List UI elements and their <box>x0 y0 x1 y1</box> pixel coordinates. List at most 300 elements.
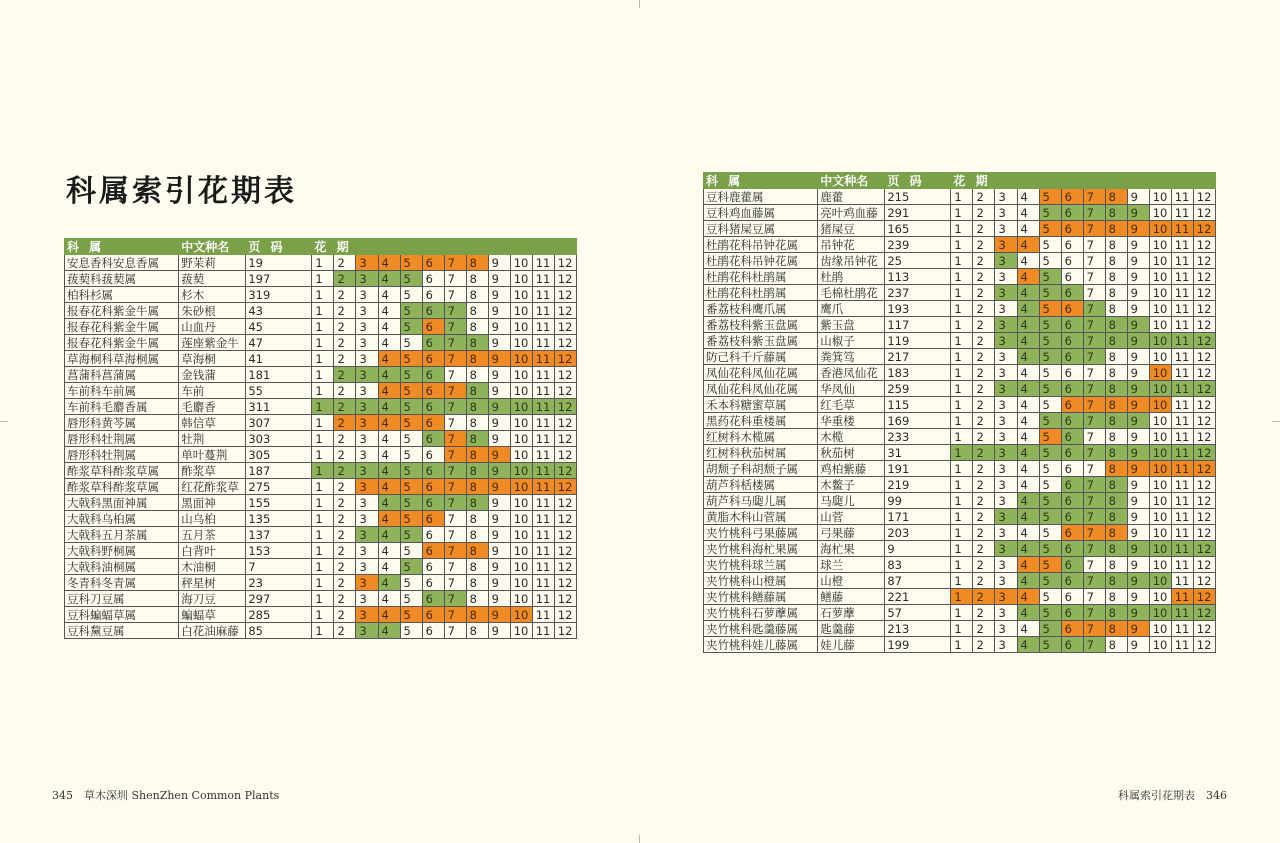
month-cell: 9 <box>488 319 510 335</box>
month-cell: 9 <box>488 255 510 271</box>
species-name-cell: 木鳖子 <box>818 477 885 493</box>
page-number-cell: 291 <box>885 205 951 221</box>
table-body-right <box>704 189 1216 653</box>
month-cell: 3 <box>356 463 378 479</box>
month-cell: 2 <box>334 623 356 639</box>
month-cell: 5 <box>1039 317 1061 333</box>
month-cell: 3 <box>995 573 1017 589</box>
month-cell: 10 <box>510 543 532 559</box>
month-cell: 5 <box>1039 189 1061 205</box>
month-cell: 2 <box>334 527 356 543</box>
month-cell: 11 <box>1171 285 1193 301</box>
month-cell: 3 <box>356 319 378 335</box>
month-cell: 5 <box>400 383 422 399</box>
month-cell: 1 <box>312 575 334 591</box>
month-cell: 8 <box>1105 333 1127 349</box>
month-cell: 11 <box>532 511 554 527</box>
month-cell: 7 <box>1083 605 1105 621</box>
table-row <box>65 399 577 415</box>
month-cell: 6 <box>422 591 444 607</box>
species-name-cell: 毛棉杜鹃花 <box>818 285 885 301</box>
page-number-cell: 137 <box>246 527 312 543</box>
header-family: 科 属 <box>704 173 818 189</box>
month-cell: 8 <box>466 351 488 367</box>
month-cell: 7 <box>1083 269 1105 285</box>
month-cell: 9 <box>488 415 510 431</box>
table-row <box>704 285 1216 301</box>
month-cell: 4 <box>1017 365 1039 381</box>
table-row <box>704 589 1216 605</box>
crop-mark <box>639 835 640 843</box>
month-cell: 12 <box>554 367 576 383</box>
family-cell: 冬青科冬青属 <box>65 575 179 591</box>
month-cell: 5 <box>1039 445 1061 461</box>
month-cell: 5 <box>400 543 422 559</box>
month-cell: 1 <box>951 605 973 621</box>
month-cell: 10 <box>510 431 532 447</box>
month-cell: 6 <box>422 335 444 351</box>
month-cell: 3 <box>356 447 378 463</box>
month-cell: 8 <box>466 511 488 527</box>
family-cell: 夹竹桃科海杧果属 <box>704 541 818 557</box>
month-cell: 11 <box>532 623 554 639</box>
species-name-cell: 娃儿藤 <box>818 637 885 653</box>
month-cell: 11 <box>532 303 554 319</box>
month-cell: 12 <box>1193 205 1215 221</box>
month-cell: 1 <box>951 397 973 413</box>
month-cell: 5 <box>1039 493 1061 509</box>
species-name-cell: 木榄 <box>818 429 885 445</box>
month-cell: 3 <box>995 205 1017 221</box>
month-cell: 9 <box>1127 317 1149 333</box>
page-number-cell: 25 <box>885 253 951 269</box>
month-cell: 8 <box>466 383 488 399</box>
month-cell: 6 <box>1061 429 1083 445</box>
month-cell: 10 <box>1149 269 1171 285</box>
page-number-cell: 113 <box>885 269 951 285</box>
month-cell: 11 <box>532 447 554 463</box>
month-cell: 2 <box>973 605 995 621</box>
month-cell: 2 <box>973 189 995 205</box>
month-cell: 12 <box>1193 573 1215 589</box>
month-cell: 12 <box>1193 637 1215 653</box>
month-cell: 2 <box>973 349 995 365</box>
crop-mark <box>0 421 8 422</box>
species-name-cell: 匙羹藤 <box>818 621 885 637</box>
species-name-cell: 香港凤仙花 <box>818 365 885 381</box>
table-body-left <box>65 255 577 639</box>
month-cell: 4 <box>1017 381 1039 397</box>
month-cell: 11 <box>532 255 554 271</box>
species-name-cell: 鳝藤 <box>818 589 885 605</box>
month-cell: 4 <box>1017 413 1039 429</box>
month-cell: 1 <box>312 527 334 543</box>
species-name-cell: 白背叶 <box>179 543 246 559</box>
family-cell: 豆科蝙蝠草属 <box>65 607 179 623</box>
family-cell: 车前科车前属 <box>65 383 179 399</box>
month-cell: 11 <box>1171 509 1193 525</box>
month-cell: 4 <box>378 335 400 351</box>
month-cell: 4 <box>1017 477 1039 493</box>
month-cell: 11 <box>1171 413 1193 429</box>
month-cell: 9 <box>1127 493 1149 509</box>
month-cell: 5 <box>400 351 422 367</box>
month-cell: 11 <box>1171 477 1193 493</box>
month-cell: 9 <box>1127 413 1149 429</box>
month-cell: 3 <box>356 511 378 527</box>
month-cell: 4 <box>1017 285 1039 301</box>
month-cell: 3 <box>995 493 1017 509</box>
flowering-table-left <box>64 238 577 639</box>
month-cell: 1 <box>312 383 334 399</box>
month-cell: 7 <box>1083 637 1105 653</box>
month-cell: 7 <box>1083 381 1105 397</box>
month-cell: 4 <box>378 511 400 527</box>
month-cell: 8 <box>1105 445 1127 461</box>
month-cell: 4 <box>378 271 400 287</box>
family-cell: 番荔枝科紫玉盘属 <box>704 317 818 333</box>
page-number-cell: 297 <box>246 591 312 607</box>
month-cell: 3 <box>356 335 378 351</box>
month-cell: 5 <box>400 495 422 511</box>
month-cell: 9 <box>1127 461 1149 477</box>
month-cell: 5 <box>1039 381 1061 397</box>
page-number-cell: 275 <box>246 479 312 495</box>
month-cell: 3 <box>995 557 1017 573</box>
table-row <box>704 493 1216 509</box>
month-cell: 9 <box>1127 269 1149 285</box>
month-cell: 8 <box>466 463 488 479</box>
family-cell: 报春花科紫金牛属 <box>65 335 179 351</box>
month-cell: 6 <box>422 623 444 639</box>
month-cell: 4 <box>1017 333 1039 349</box>
month-cell: 10 <box>1149 317 1171 333</box>
month-cell: 10 <box>1149 237 1171 253</box>
month-cell: 4 <box>378 463 400 479</box>
month-cell: 12 <box>1193 381 1215 397</box>
month-cell: 8 <box>1105 429 1127 445</box>
month-cell: 10 <box>510 303 532 319</box>
month-cell: 5 <box>400 511 422 527</box>
month-cell: 8 <box>466 495 488 511</box>
month-cell: 6 <box>422 431 444 447</box>
month-cell: 9 <box>1127 605 1149 621</box>
month-cell: 9 <box>488 527 510 543</box>
month-cell: 4 <box>378 303 400 319</box>
month-cell: 8 <box>1105 509 1127 525</box>
family-cell: 番荔枝科鹰爪属 <box>704 301 818 317</box>
month-cell: 9 <box>488 511 510 527</box>
month-cell: 12 <box>554 335 576 351</box>
month-cell: 8 <box>1105 301 1127 317</box>
family-cell: 杜鹃花科吊钟花属 <box>704 237 818 253</box>
month-cell: 6 <box>422 383 444 399</box>
month-cell: 11 <box>1171 237 1193 253</box>
month-cell: 11 <box>1171 525 1193 541</box>
month-cell: 6 <box>1061 269 1083 285</box>
month-cell: 4 <box>1017 237 1039 253</box>
month-cell: 11 <box>1171 557 1193 573</box>
table-row <box>65 335 577 351</box>
month-cell: 8 <box>1105 541 1127 557</box>
month-cell: 2 <box>973 317 995 333</box>
month-cell: 10 <box>1149 189 1171 205</box>
month-cell: 3 <box>995 413 1017 429</box>
page-number-cell: 191 <box>885 461 951 477</box>
month-cell: 8 <box>1105 477 1127 493</box>
month-cell: 2 <box>334 447 356 463</box>
month-cell: 6 <box>1061 477 1083 493</box>
family-cell: 唇形科牡荆属 <box>65 447 179 463</box>
table-header-row <box>65 239 577 255</box>
month-cell: 6 <box>1061 461 1083 477</box>
month-cell: 10 <box>1149 253 1171 269</box>
month-cell: 2 <box>973 637 995 653</box>
month-cell: 7 <box>444 431 466 447</box>
month-cell: 12 <box>554 287 576 303</box>
month-cell: 2 <box>973 269 995 285</box>
month-cell: 3 <box>995 269 1017 285</box>
month-cell: 7 <box>1083 589 1105 605</box>
month-cell: 4 <box>1017 429 1039 445</box>
month-cell: 5 <box>400 527 422 543</box>
month-cell: 8 <box>466 287 488 303</box>
month-cell: 11 <box>532 367 554 383</box>
table-row <box>704 509 1216 525</box>
family-cell: 草海桐科草海桐属 <box>65 351 179 367</box>
month-cell: 1 <box>951 557 973 573</box>
month-cell: 12 <box>554 479 576 495</box>
month-cell: 3 <box>995 189 1017 205</box>
month-cell: 9 <box>1127 365 1149 381</box>
month-cell: 1 <box>951 461 973 477</box>
month-cell: 8 <box>1105 413 1127 429</box>
month-cell: 10 <box>510 415 532 431</box>
month-cell: 8 <box>1105 317 1127 333</box>
species-name-cell: 山乌桕 <box>179 511 246 527</box>
month-cell: 9 <box>488 479 510 495</box>
month-cell: 1 <box>312 495 334 511</box>
month-cell: 8 <box>1105 205 1127 221</box>
month-cell: 6 <box>422 559 444 575</box>
month-cell: 12 <box>1193 365 1215 381</box>
month-cell: 12 <box>554 319 576 335</box>
species-name-cell: 弓果藤 <box>818 525 885 541</box>
month-cell: 4 <box>1017 397 1039 413</box>
table-row <box>65 383 577 399</box>
month-cell: 5 <box>1039 221 1061 237</box>
month-cell: 4 <box>1017 205 1039 221</box>
month-cell: 3 <box>995 253 1017 269</box>
month-cell: 5 <box>400 623 422 639</box>
month-cell: 1 <box>312 447 334 463</box>
month-cell: 12 <box>554 447 576 463</box>
month-cell: 10 <box>510 463 532 479</box>
month-cell: 8 <box>466 575 488 591</box>
family-cell: 凤仙花科凤仙花属 <box>704 381 818 397</box>
page-number-cell: 19 <box>246 255 312 271</box>
crop-mark <box>639 0 640 8</box>
month-cell: 4 <box>378 351 400 367</box>
table-row <box>704 189 1216 205</box>
month-cell: 12 <box>1193 477 1215 493</box>
month-cell: 8 <box>1105 573 1127 589</box>
month-cell: 8 <box>466 543 488 559</box>
family-cell: 番荔枝科紫玉盘属 <box>704 333 818 349</box>
month-cell: 5 <box>1039 237 1061 253</box>
month-cell: 7 <box>1083 333 1105 349</box>
month-cell: 3 <box>995 621 1017 637</box>
month-cell: 7 <box>1083 509 1105 525</box>
month-cell: 7 <box>444 351 466 367</box>
month-cell: 2 <box>973 301 995 317</box>
month-cell: 3 <box>995 445 1017 461</box>
table-row <box>704 301 1216 317</box>
species-name-cell: 杉木 <box>179 287 246 303</box>
month-cell: 8 <box>466 415 488 431</box>
page-number-cell: 233 <box>885 429 951 445</box>
month-cell: 12 <box>554 495 576 511</box>
month-cell: 7 <box>1083 573 1105 589</box>
month-cell: 1 <box>951 301 973 317</box>
month-cell: 8 <box>466 303 488 319</box>
month-cell: 6 <box>422 351 444 367</box>
month-cell: 5 <box>400 287 422 303</box>
table-row <box>65 479 577 495</box>
month-cell: 11 <box>1171 605 1193 621</box>
month-cell: 5 <box>1039 333 1061 349</box>
month-cell: 8 <box>1105 605 1127 621</box>
month-cell: 10 <box>510 399 532 415</box>
month-cell: 9 <box>1127 333 1149 349</box>
table-row <box>65 431 577 447</box>
table-row <box>704 541 1216 557</box>
month-cell: 2 <box>334 319 356 335</box>
month-cell: 6 <box>1061 301 1083 317</box>
page-number-cell: 259 <box>885 381 951 397</box>
month-cell: 11 <box>1171 189 1193 205</box>
month-cell: 1 <box>312 303 334 319</box>
month-cell: 8 <box>1105 349 1127 365</box>
month-cell: 6 <box>1061 493 1083 509</box>
month-cell: 12 <box>1193 285 1215 301</box>
month-cell: 5 <box>400 319 422 335</box>
month-cell: 4 <box>378 479 400 495</box>
month-cell: 7 <box>444 575 466 591</box>
month-cell: 2 <box>334 287 356 303</box>
month-cell: 9 <box>1127 301 1149 317</box>
species-name-cell: 蝙蝠草 <box>179 607 246 623</box>
month-cell: 9 <box>488 559 510 575</box>
month-cell: 6 <box>422 447 444 463</box>
month-cell: 6 <box>1061 317 1083 333</box>
month-cell: 5 <box>1039 541 1061 557</box>
month-cell: 7 <box>1083 493 1105 509</box>
month-cell: 1 <box>312 559 334 575</box>
month-cell: 3 <box>356 591 378 607</box>
table-row <box>704 333 1216 349</box>
month-cell: 3 <box>995 381 1017 397</box>
table-row <box>65 303 577 319</box>
month-cell: 6 <box>422 319 444 335</box>
page-number-cell: 153 <box>246 543 312 559</box>
month-cell: 2 <box>973 557 995 573</box>
month-cell: 12 <box>1193 509 1215 525</box>
month-cell: 4 <box>1017 605 1039 621</box>
month-cell: 7 <box>444 287 466 303</box>
month-cell: 8 <box>466 559 488 575</box>
page-number-cell: 7 <box>246 559 312 575</box>
month-cell: 6 <box>1061 573 1083 589</box>
month-cell: 11 <box>1171 269 1193 285</box>
month-cell: 3 <box>356 431 378 447</box>
species-name-cell: 酢浆草 <box>179 463 246 479</box>
family-cell: 防己科千斤藤属 <box>704 349 818 365</box>
month-cell: 4 <box>1017 189 1039 205</box>
table-row <box>65 607 577 623</box>
month-cell: 8 <box>1105 221 1127 237</box>
species-name-cell: 海杧果 <box>818 541 885 557</box>
month-cell: 3 <box>356 255 378 271</box>
month-cell: 6 <box>422 543 444 559</box>
page-number-cell: 203 <box>885 525 951 541</box>
month-cell: 10 <box>510 287 532 303</box>
family-cell: 夹竹桃科球兰属 <box>704 557 818 573</box>
species-name-cell: 鹰爪 <box>818 301 885 317</box>
species-name-cell: 秋茄树 <box>818 445 885 461</box>
month-cell: 2 <box>334 399 356 415</box>
family-cell: 夹竹桃科匙羹藤属 <box>704 621 818 637</box>
species-name-cell: 秤星树 <box>179 575 246 591</box>
family-cell: 夹竹桃科娃儿藤属 <box>704 637 818 653</box>
table-row <box>65 559 577 575</box>
species-name-cell: 海刀豆 <box>179 591 246 607</box>
page-number-cell: 169 <box>885 413 951 429</box>
month-cell: 4 <box>1017 269 1039 285</box>
month-cell: 8 <box>466 607 488 623</box>
page-number-cell: 117 <box>885 317 951 333</box>
table-row <box>65 575 577 591</box>
page-number-cell: 285 <box>246 607 312 623</box>
month-cell: 8 <box>466 447 488 463</box>
month-cell: 10 <box>1149 413 1171 429</box>
table-row <box>65 367 577 383</box>
table-row <box>65 623 577 639</box>
species-name-cell: 齿缘吊钟花 <box>818 253 885 269</box>
month-cell: 1 <box>951 413 973 429</box>
month-cell: 9 <box>1127 541 1149 557</box>
month-cell: 12 <box>554 463 576 479</box>
month-cell: 12 <box>554 271 576 287</box>
page-number-cell: 171 <box>885 509 951 525</box>
month-cell: 10 <box>1149 541 1171 557</box>
month-cell: 4 <box>1017 573 1039 589</box>
month-cell: 2 <box>973 589 995 605</box>
month-cell: 9 <box>1127 349 1149 365</box>
month-cell: 12 <box>554 607 576 623</box>
month-cell: 1 <box>951 381 973 397</box>
month-cell: 7 <box>1083 477 1105 493</box>
species-name-cell: 华凤仙 <box>818 381 885 397</box>
month-cell: 3 <box>356 623 378 639</box>
species-name-cell: 木油桐 <box>179 559 246 575</box>
month-cell: 12 <box>1193 461 1215 477</box>
month-cell: 7 <box>444 495 466 511</box>
month-cell: 6 <box>1061 189 1083 205</box>
month-cell: 11 <box>1171 253 1193 269</box>
month-cell: 4 <box>1017 589 1039 605</box>
month-cell: 7 <box>444 415 466 431</box>
